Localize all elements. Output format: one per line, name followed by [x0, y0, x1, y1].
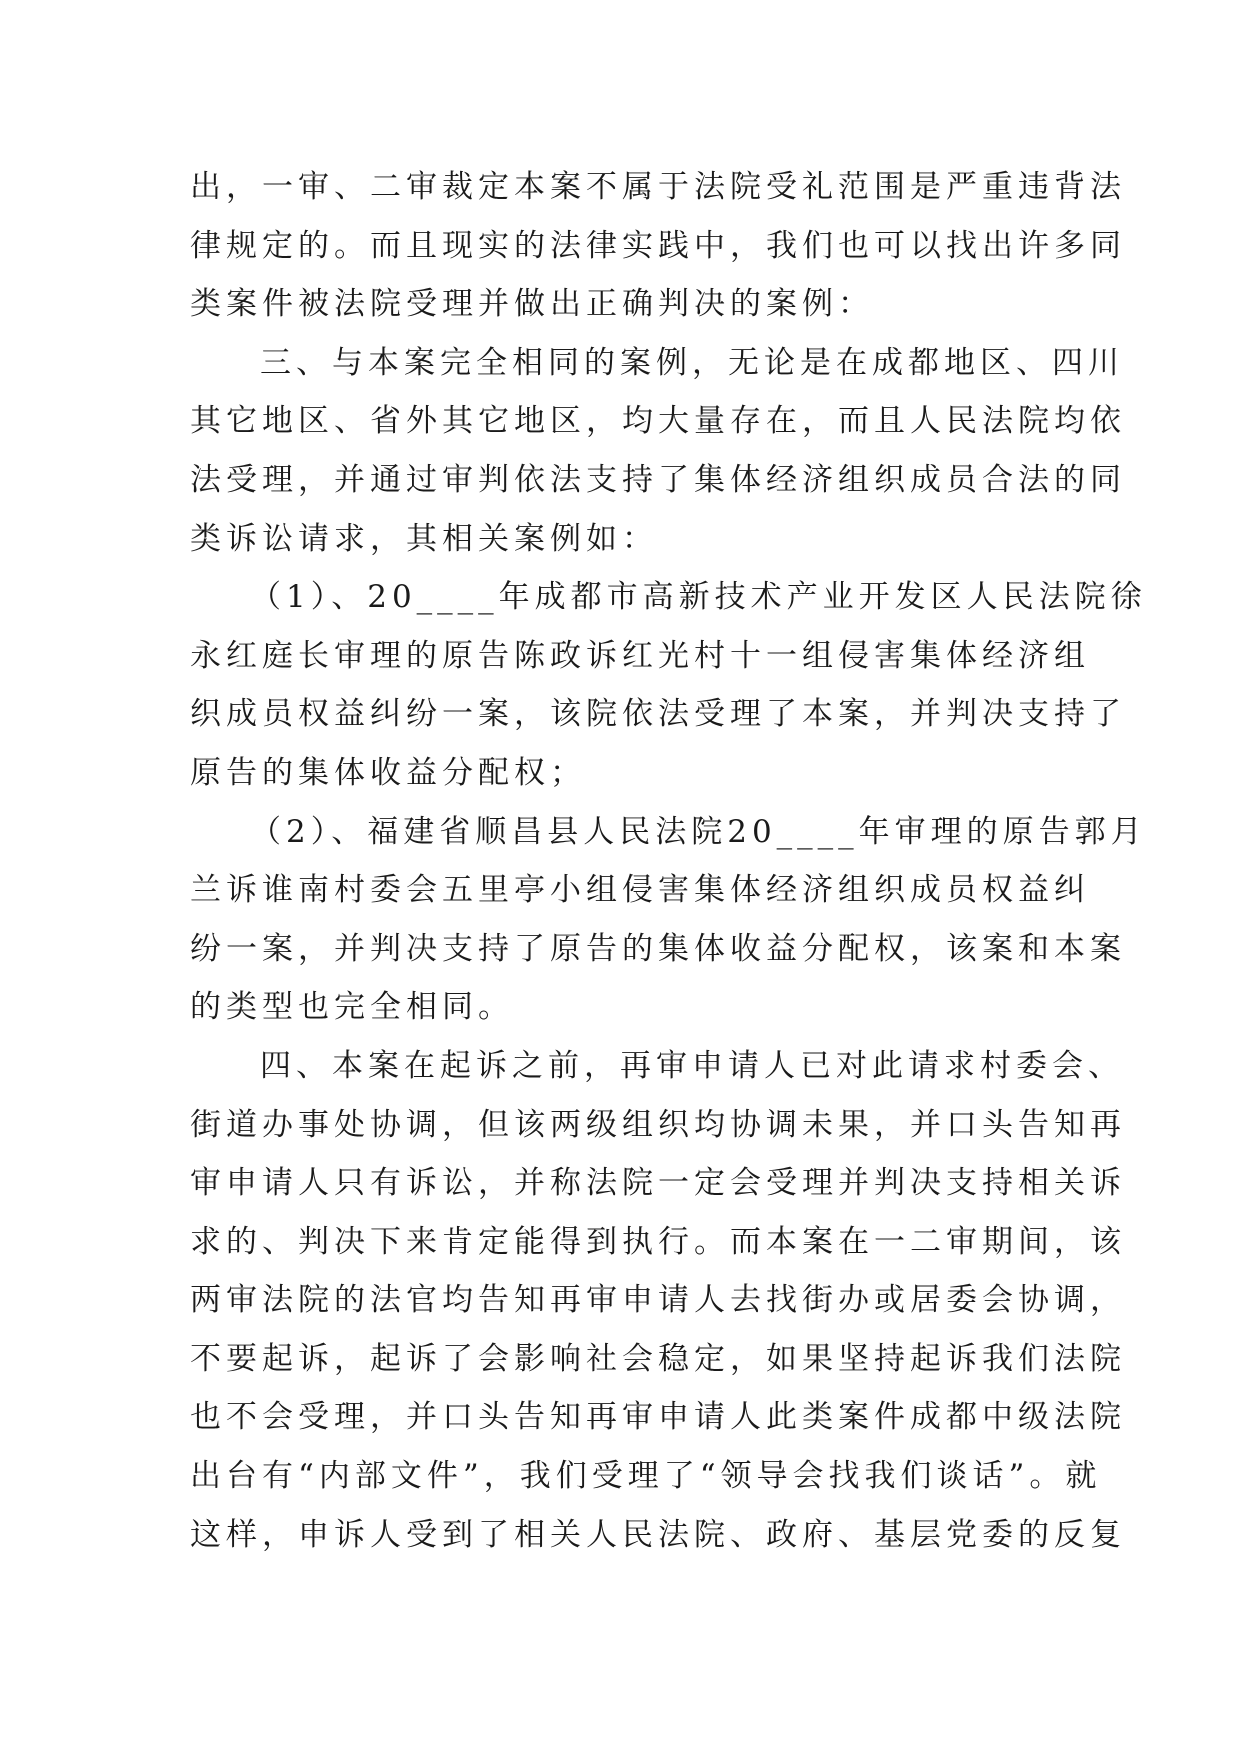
paragraph-start-line: 四、本案在起诉之前，再审申请人已对此请求村委会、	[260, 1047, 1124, 1084]
text-line: 永红庭长审理的原告陈政诉红光村十一组侵害集体经济组	[190, 637, 1090, 674]
text-line: 兰诉谁南村委会五里亭小组侵害集体经济组织成员权益纠	[190, 872, 1090, 909]
text-line: 出，一审、二审裁定本案不属于法院受礼范围是严重违背法	[190, 169, 1126, 205]
text-line: 律规定的。而且现实的法律实践中，我们也可以找出许多同	[190, 227, 1126, 264]
text-line: 这样，申诉人受到了相关人民法院、政府、基层党委的反复	[190, 1516, 1126, 1553]
paragraph-start-line: （1）、20____年成都市高新技术产业开发区人民法院徐	[250, 579, 1147, 616]
text-line: 两审法院的法官均告知再审申请人去找街办或居委会协调，	[190, 1282, 1126, 1319]
text-line: 其它地区、省外其它地区，均大量存在，而且人民法院均依	[190, 403, 1126, 440]
text-line: 也不会受理，并口头告知再审申请人此类案件成都中级法院	[190, 1399, 1126, 1436]
text-line: 纷一案，并判决支持了原告的集体收益分配权，该案和本案	[190, 930, 1126, 967]
text-line: 出台有“内部文件”，我们受理了“领导会找我们谈话”。就	[190, 1458, 1102, 1495]
text-line: 的类型也完全相同。	[190, 989, 514, 1026]
text-line: 原告的集体收益分配权；	[190, 754, 586, 791]
text-line: 织成员权益纠纷一案，该院依法受理了本案，并判决支持了	[190, 696, 1126, 733]
text-line: 类诉讼请求，其相关案例如：	[190, 520, 658, 557]
paragraph-start-line: （2）、福建省顺昌县人民法院20____年审理的原告郭月	[250, 813, 1147, 850]
text-line: 审申请人只有诉讼，并称法院一定会受理并判决支持相关诉	[190, 1165, 1126, 1202]
text-line: 类案件被法院受理并做出正确判决的案例：	[190, 286, 874, 323]
text-line: 求的、判决下来肯定能得到执行。而本案在一二审期间，该	[190, 1223, 1126, 1260]
document-body	[190, 158, 1147, 1564]
paragraph-start-line: 三、与本案完全相同的案例，无论是在成都地区、四川	[260, 344, 1124, 381]
text-line: 法受理，并通过审判依法支持了集体经济组织成员合法的同	[190, 461, 1126, 498]
text-line: 不要起诉，起诉了会影响社会稳定，如果坚持起诉我们法院	[190, 1340, 1126, 1377]
text-line: 街道办事处协调，但该两级组织均协调未果，并口头告知再	[190, 1106, 1126, 1143]
